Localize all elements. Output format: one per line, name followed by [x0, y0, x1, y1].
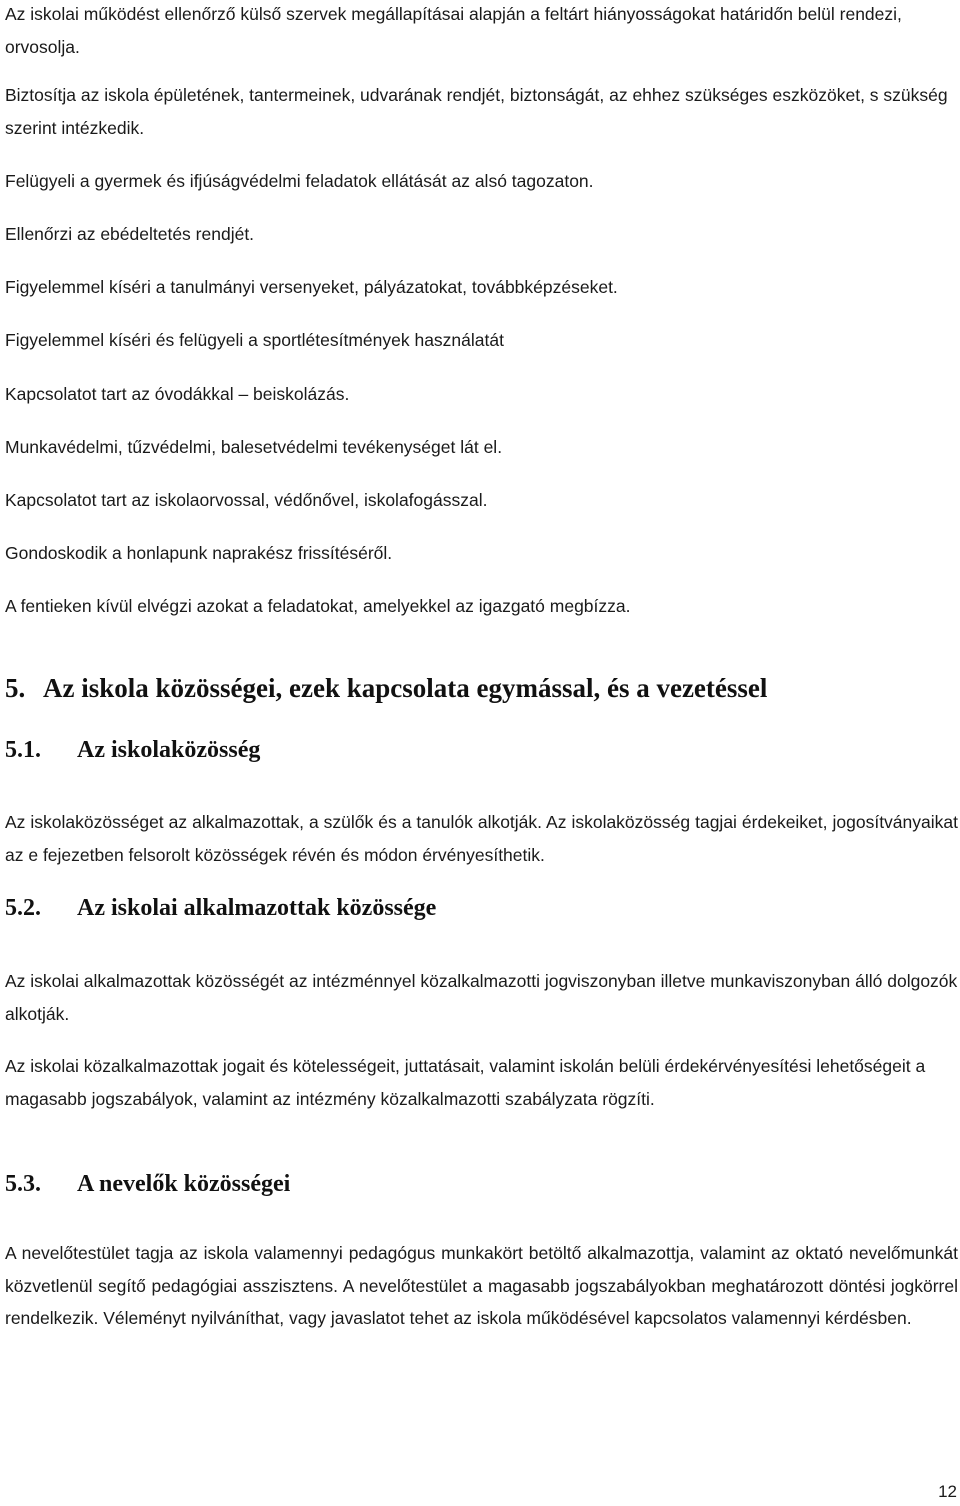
section-5-number: 5.	[5, 673, 26, 703]
duty-line-6: Figyelemmel kíséri és felügyeli a sportlétesítmények használatát	[5, 330, 504, 350]
duty-line-8: Munkavédelmi, tűzvédelmi, balesetvédelmi tevékenységet lát el.	[5, 437, 503, 457]
section-5-1-title: Az iskolaközösség	[77, 737, 261, 763]
section-5-1-heading	[5, 737, 260, 764]
section-5-title: Az iskola közösségei, ezek kapcsolata egymással, és a vezetéssel	[43, 673, 768, 703]
section-5-1-paragraph: Az iskolaközösséget az alkalmazottak, a szülők és a tanulók alkotják. Az iskolaközösség tagjai érdekeiket, jogosítványaikat az e fejezetben felsorolt közösségek révén és módon érvényesíthetik.	[5, 812, 958, 865]
section-5-2-paragraph-2: Az iskolai közalkalmazottak jogait és kötelességeit, juttatásait, valamint iskolán belüli érdekérvényesítési lehetőségeit a magasabb jogszabályok, valamint az intézmény közalkalmazotti szabályzata rögzíti.	[5, 1056, 926, 1109]
section-5-3-title: A nevelők közösségei	[77, 1171, 291, 1197]
duty-line-7: Kapcsolatot tart az óvodákkal – beiskolázás.	[5, 384, 350, 404]
page-number: 12	[938, 1482, 957, 1501]
duty-line-11: A fentieken kívül elvégzi azokat a feladatokat, amelyekkel az igazgató megbízza.	[5, 596, 631, 616]
section-5-1-number: 5.1.	[5, 737, 41, 763]
duty-line-5: Figyelemmel kíséri a tanulmányi versenyeket, pályázatokat, továbbképzéseket.	[5, 277, 618, 297]
section-5-3-number: 5.3.	[5, 1171, 41, 1197]
duty-line-3: Felügyeli a gyermek és ifjúságvédelmi feladatok ellátását az alsó tagozaton.	[5, 171, 594, 191]
section-5-2-number: 5.2.	[5, 895, 41, 921]
section-5-heading	[5, 673, 767, 704]
section-5-2-heading	[5, 895, 436, 922]
duty-line-10: Gondoskodik a honlapunk naprakész frissítéséről.	[5, 543, 393, 563]
duty-line-9: Kapcsolatot tart az iskolaorvossal, védőnővel, iskolafogásszal.	[5, 490, 488, 510]
section-5-3-heading	[5, 1171, 290, 1198]
section-5-3-paragraph: A nevelőtestület tagja az iskola valamennyi pedagógus munkakört betöltő alkalmazottja, valamint az oktató nevelőmunkát közvetlenül segítő pedagógiai asszisztens. A nevelőtestület a magasabb jogszabályokban meghatározott döntési jogkörrel rendelkezik. Véleményt nyilváníthat, vagy javaslatot tehet az iskola működésével kapcsolatos valamennyi kérdésben.	[5, 1243, 958, 1328]
section-5-2-title: Az iskolai alkalmazottak közössége	[77, 895, 437, 921]
duty-line-1: Az iskolai működést ellenőrző külső szervek megállapításai alapján a feltárt hiányosságokat határidőn belül rendezi, orvosolja.	[5, 4, 902, 57]
duty-line-2: Biztosítja az iskola épületének, tantermeinek, udvarának rendjét, biztonságát, az ehhez szükséges eszközöket, s szükség szerint intézkedik.	[5, 85, 948, 138]
section-5-2-paragraph-1: Az iskolai alkalmazottak közösségét az intézménnyel közalkalmazotti jogviszonyban illetve munkaviszonyban álló dolgozók alkotják.	[5, 971, 958, 1024]
duty-line-4: Ellenőrzi az ebédeltetés rendjét.	[5, 224, 255, 244]
